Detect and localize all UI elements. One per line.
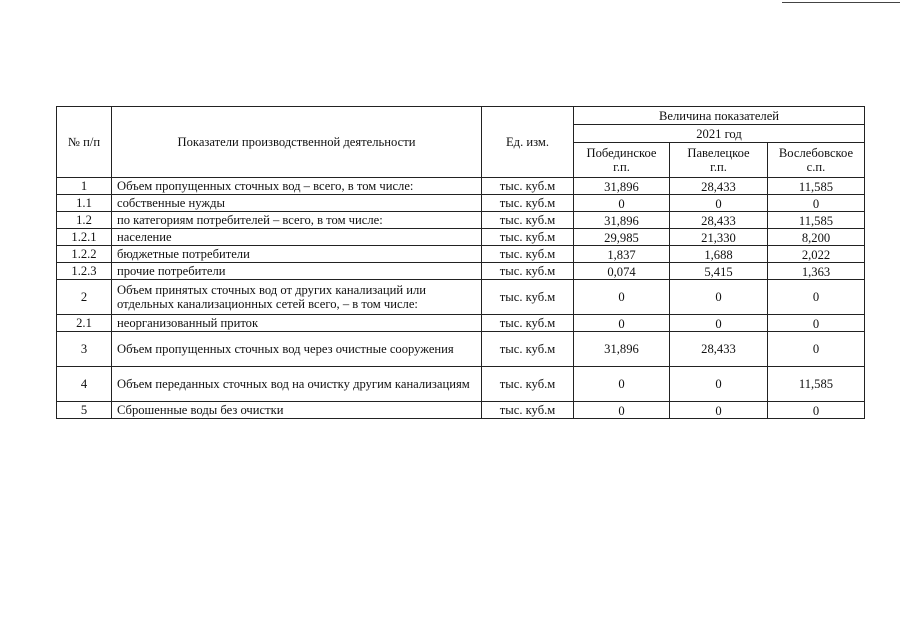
row-value-1: 0: [574, 195, 670, 212]
settlement-2-line1: Павелецкое: [687, 146, 750, 160]
row-unit: тыс. куб.м: [482, 212, 574, 229]
table-row: [57, 263, 865, 280]
row-indicator: Сброшенные воды без очистки: [112, 402, 482, 419]
table-row: [57, 246, 865, 263]
row-indicator: Объем переданных сточных вод на очистку другим канализациям: [112, 367, 482, 402]
row-value-2: 28,433: [670, 212, 768, 229]
row-num: 1.2: [57, 212, 112, 229]
row-value-1: 31,896: [574, 332, 670, 367]
row-unit: тыс. куб.м: [482, 402, 574, 419]
row-indicator: Объем пропущенных сточных вод через очистные сооружения: [112, 332, 482, 367]
row-value-2: 0: [670, 195, 768, 212]
row-unit: тыс. куб.м: [482, 246, 574, 263]
row-value-1: 31,896: [574, 178, 670, 195]
row-indicator: Объем пропущенных сточных вод – всего, в том числе:: [112, 178, 482, 195]
table-row: [57, 178, 865, 195]
row-num: 1.2.3: [57, 263, 112, 280]
row-value-3: 0: [768, 332, 865, 367]
row-value-1: 0: [574, 402, 670, 419]
row-unit: тыс. куб.м: [482, 229, 574, 246]
settlement-1-line1: Побединское: [586, 146, 657, 160]
header-settlement-2: [670, 143, 768, 178]
table-row: [57, 195, 865, 212]
row-num: 1.2.1: [57, 229, 112, 246]
row-indicator: бюджетные потребители: [112, 246, 482, 263]
table-row: [57, 332, 865, 367]
row-unit: тыс. куб.м: [482, 195, 574, 212]
row-indicator: неорганизованный приток: [112, 315, 482, 332]
settlement-2-line2: г.п.: [710, 160, 727, 174]
row-unit: тыс. куб.м: [482, 367, 574, 402]
header-num: № п/п: [57, 107, 112, 178]
row-value-3: 1,363: [768, 263, 865, 280]
row-num: 1.2.2: [57, 246, 112, 263]
header-year: 2021 год: [574, 125, 865, 143]
row-value-1: 0: [574, 280, 670, 315]
table-row: [57, 229, 865, 246]
table-row: [57, 280, 865, 315]
row-num: 2.1: [57, 315, 112, 332]
row-value-3: 8,200: [768, 229, 865, 246]
top-rule: [782, 2, 900, 3]
row-value-3: 0: [768, 315, 865, 332]
row-value-1: 0,074: [574, 263, 670, 280]
row-indicator: прочие потребители: [112, 263, 482, 280]
row-indicator: собственные нужды: [112, 195, 482, 212]
row-value-2: 5,415: [670, 263, 768, 280]
row-value-1: 31,896: [574, 212, 670, 229]
settlement-3-line1: Вослебовское: [778, 146, 854, 160]
header-indicator: Показатели производственной деятельности: [112, 107, 482, 178]
row-value-2: 1,688: [670, 246, 768, 263]
table-row: [57, 367, 865, 402]
row-indicator: население: [112, 229, 482, 246]
header-group-title: Величина показателей: [574, 107, 865, 125]
row-value-2: 0: [670, 367, 768, 402]
row-value-2: 28,433: [670, 332, 768, 367]
row-value-2: 0: [670, 280, 768, 315]
row-unit: тыс. куб.м: [482, 280, 574, 315]
header-unit: Ед. изм.: [482, 107, 574, 178]
row-value-3: 0: [768, 402, 865, 419]
row-value-1: 0: [574, 315, 670, 332]
row-value-3: 0: [768, 280, 865, 315]
row-unit: тыс. куб.м: [482, 332, 574, 367]
settlement-3-line2: с.п.: [806, 160, 826, 174]
row-value-1: 1,837: [574, 246, 670, 263]
row-num: 4: [57, 367, 112, 402]
table-row: [57, 212, 865, 229]
row-value-3: 2,022: [768, 246, 865, 263]
row-value-2: 0: [670, 402, 768, 419]
row-unit: тыс. куб.м: [482, 178, 574, 195]
row-num: 1: [57, 178, 112, 195]
row-value-1: 29,985: [574, 229, 670, 246]
row-value-2: 0: [670, 315, 768, 332]
row-value-3: 11,585: [768, 212, 865, 229]
row-unit: тыс. куб.м: [482, 315, 574, 332]
row-indicator: по категориям потребителей – всего, в том числе:: [112, 212, 482, 229]
row-value-3: 11,585: [768, 178, 865, 195]
table-row: [57, 315, 865, 332]
row-num: 2: [57, 280, 112, 315]
row-value-3: 0: [768, 195, 865, 212]
table-row: [57, 402, 865, 419]
row-num: 3: [57, 332, 112, 367]
row-value-1: 0: [574, 367, 670, 402]
row-value-2: 21,330: [670, 229, 768, 246]
row-value-2: 28,433: [670, 178, 768, 195]
settlement-1-line2: г.п.: [613, 160, 630, 174]
header-settlement-1: [574, 143, 670, 178]
row-indicator: Объем принятых сточных вод от других канализаций или отдельных канализационных сетей всего, – в том числе:: [112, 280, 482, 315]
row-value-3: 11,585: [768, 367, 865, 402]
header-settlement-3: [768, 143, 865, 178]
production-indicators-table: [56, 106, 865, 419]
row-num: 5: [57, 402, 112, 419]
row-num: 1.1: [57, 195, 112, 212]
row-unit: тыс. куб.м: [482, 263, 574, 280]
